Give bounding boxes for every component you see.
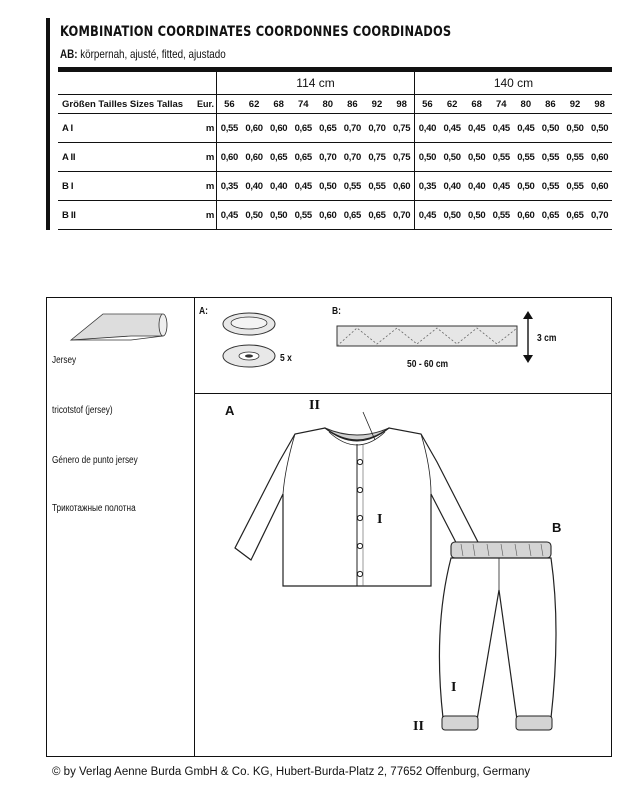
yardage-cell: 0,50 [538, 114, 563, 143]
yardage-cell: 0,40 [415, 114, 440, 143]
unit-header: Eur. [194, 95, 217, 114]
yardage-cell: 0,65 [563, 201, 588, 230]
yardage-cell: 0,70 [365, 114, 390, 143]
fabric-label-ru: Трикотажные полотна [52, 503, 136, 514]
yardage-cell: 0,65 [365, 201, 390, 230]
yardage-cell: 0,50 [587, 114, 612, 143]
yardage-cell: 0,45 [514, 114, 539, 143]
left-accent-bar [46, 18, 50, 230]
yardage-cell: 0,60 [316, 201, 341, 230]
yardage-cell: 0,70 [340, 114, 365, 143]
notion-a-label: A: [199, 306, 208, 317]
row-label: B I [58, 172, 194, 201]
yardage-cell: 0,50 [242, 201, 267, 230]
fabric-label-es: Género de punto jersey [52, 455, 138, 466]
yardage-cell: 0,60 [587, 172, 612, 201]
size-header-cell: 80 [316, 95, 341, 114]
row-unit: m [194, 114, 217, 143]
yardage-cell: 0,70 [340, 143, 365, 172]
yardage-cell: 0,60 [514, 201, 539, 230]
jacket-part-one-label: I [377, 512, 383, 527]
yardage-cell: 0,45 [217, 201, 242, 230]
yardage-cell: 0,50 [514, 172, 539, 201]
yardage-cell: 0,65 [538, 201, 563, 230]
yardage-cell: 0,65 [316, 114, 341, 143]
width-114-header: 114 cm [217, 72, 415, 95]
notion-b-length: 50 - 60 cm [407, 359, 449, 370]
yardage-cell: 0,40 [440, 172, 465, 201]
garment-a-letter: A [225, 403, 235, 418]
pants-part-one-label: I [451, 680, 457, 695]
yardage-cell: 0,55 [489, 143, 514, 172]
size-header-cell: 98 [587, 95, 612, 114]
yardage-cell: 0,60 [587, 143, 612, 172]
yardage-cell: 0,50 [563, 114, 588, 143]
snap-fastener-icon [219, 310, 279, 372]
notion-a-count: 5 x [280, 353, 292, 364]
yardage-cell: 0,55 [365, 172, 390, 201]
yardage-cell: 0,40 [266, 172, 291, 201]
width-140-header: 140 cm [415, 72, 612, 95]
size-header-cell: 92 [365, 95, 390, 114]
table-row [58, 201, 612, 230]
size-header-label: Größen Tailles Sizes Tallas [58, 95, 194, 114]
size-header-cell: 92 [563, 95, 588, 114]
size-header-cell: 62 [242, 95, 267, 114]
yardage-cell: 0,65 [291, 143, 316, 172]
yardage-cell: 0,50 [464, 201, 489, 230]
yardage-cell: 0,55 [563, 143, 588, 172]
size-header-cell: 80 [514, 95, 539, 114]
height-arrow-icon [523, 311, 533, 363]
yardage-cell: 0,55 [538, 172, 563, 201]
size-header-cell: 56 [217, 95, 242, 114]
yardage-cell: 0,50 [316, 172, 341, 201]
fabric-label-de: Jersey [52, 355, 77, 366]
yardage-cell: 0,60 [242, 143, 267, 172]
yardage-cell: 0,60 [217, 143, 242, 172]
yardage-cell: 0,60 [242, 114, 267, 143]
yardage-cell: 0,50 [464, 143, 489, 172]
size-header-cell: 68 [464, 95, 489, 114]
yardage-cell: 0,70 [587, 201, 612, 230]
garment-b-letter: B [552, 520, 562, 535]
yardage-cell: 0,55 [217, 114, 242, 143]
notion-b-height: 3 cm [537, 333, 557, 344]
copyright-footer: © by Verlag Aenne Burda GmbH & Co. KG, Hubert-Burda-Platz 2, 77652 Offenburg, Germany [52, 766, 531, 778]
row-label: A II [58, 143, 194, 172]
size-header-cell: 56 [415, 95, 440, 114]
yardage-cell: 0,75 [365, 143, 390, 172]
yardage-cell: 0,40 [242, 172, 267, 201]
yardage-cell: 0,70 [389, 201, 414, 230]
row-unit: m [194, 172, 217, 201]
size-header-row [58, 95, 612, 114]
yardage-cell: 0,65 [291, 114, 316, 143]
yardage-cell: 0,50 [266, 201, 291, 230]
yardage-cell: 0,50 [415, 143, 440, 172]
elastic-band-icon [337, 326, 517, 348]
yardage-cell: 0,35 [217, 172, 242, 201]
yardage-cell: 0,55 [489, 201, 514, 230]
size-header-cell: 74 [489, 95, 514, 114]
yardage-cell: 0,45 [440, 114, 465, 143]
size-header-cell: 86 [538, 95, 563, 114]
yardage-cell: 0,40 [464, 172, 489, 201]
pants-illustration [431, 538, 561, 743]
pants-part-two-label: II [413, 719, 424, 734]
size-header-cell: 98 [389, 95, 414, 114]
yardage-cell: 0,55 [291, 201, 316, 230]
fabric-panel [46, 297, 612, 757]
subtitle-code: AB: [60, 47, 78, 61]
yardage-cell: 0,65 [340, 201, 365, 230]
yardage-cell: 0,50 [440, 201, 465, 230]
subtitle-text: körpernah, ajusté, fitted, ajustado [77, 47, 226, 61]
yardage-cell: 0,45 [291, 172, 316, 201]
table-row [58, 172, 612, 201]
yardage-cell: 0,45 [415, 201, 440, 230]
yardage-cell: 0,65 [266, 143, 291, 172]
yardage-cell: 0,55 [563, 172, 588, 201]
yardage-cell: 0,55 [340, 172, 365, 201]
yardage-cell: 0,75 [389, 114, 414, 143]
yardage-cell: 0,45 [489, 114, 514, 143]
row-label: A I [58, 114, 194, 143]
table-row [58, 143, 612, 172]
notion-b-label: B: [332, 306, 341, 317]
yardage-cell: 0,55 [514, 143, 539, 172]
page-title: KOMBINATION COORDINATES COORDONNES COORDINADOS [60, 24, 452, 40]
yardage-cell: 0,50 [440, 143, 465, 172]
yardage-cell: 0,75 [389, 143, 414, 172]
size-header-cell: 74 [291, 95, 316, 114]
yardage-cell: 0,45 [489, 172, 514, 201]
size-header-cell: 62 [440, 95, 465, 114]
size-header-cell: 86 [340, 95, 365, 114]
yardage-cell: 0,70 [316, 143, 341, 172]
row-unit: m [194, 201, 217, 230]
row-label: B II [58, 201, 194, 230]
yardage-cell: 0,60 [389, 172, 414, 201]
yardage-cell: 0,55 [538, 143, 563, 172]
jacket-part-two-label: II [309, 398, 320, 413]
yardage-cell: 0,45 [464, 114, 489, 143]
fabric-label-nl: tricotstof (jersey) [52, 405, 113, 416]
size-header-cell: 68 [266, 95, 291, 114]
yardage-table [58, 67, 612, 230]
yardage-cell: 0,35 [415, 172, 440, 201]
fabric-roll-icon [67, 306, 167, 344]
row-unit: m [194, 143, 217, 172]
table-row [58, 114, 612, 143]
page-subtitle [60, 47, 226, 61]
yardage-cell: 0,60 [266, 114, 291, 143]
